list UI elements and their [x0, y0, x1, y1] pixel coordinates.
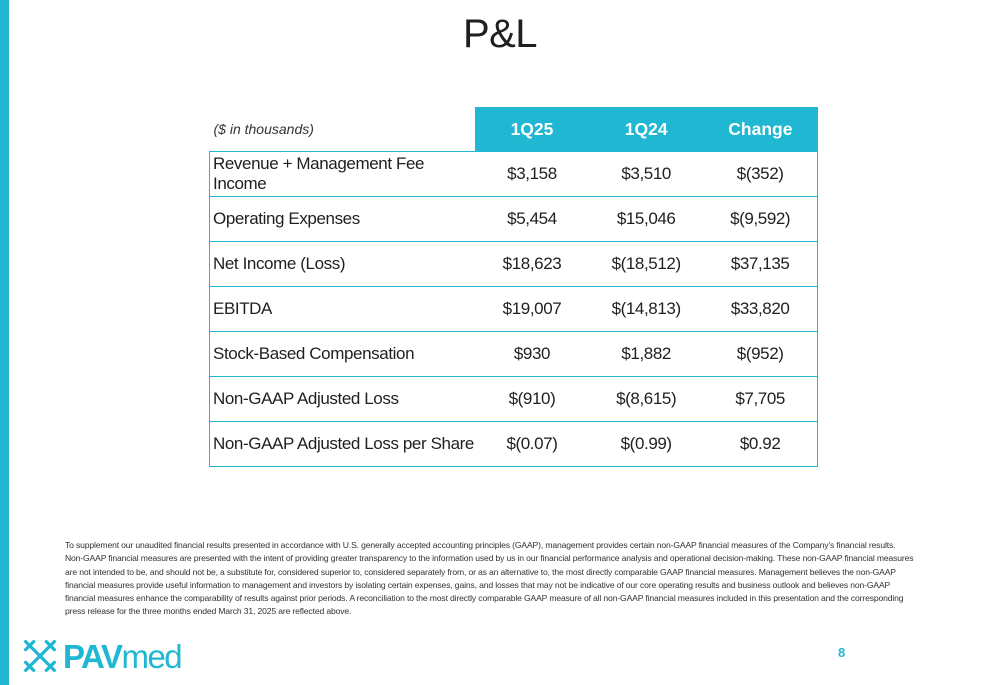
column-header: 1Q24 — [589, 107, 703, 152]
slide-title: P&L — [462, 12, 538, 56]
table-row — [210, 197, 818, 242]
pl-table — [209, 107, 818, 467]
row-label: Non-GAAP Adjusted Loss per Share — [210, 422, 475, 467]
table-row — [210, 332, 818, 377]
pavmed-logo — [22, 636, 181, 676]
page-number: 8 — [838, 645, 846, 660]
row-label: Operating Expenses — [210, 197, 475, 242]
units-label: ($ in thousands) — [210, 107, 475, 152]
row-label: Non-GAAP Adjusted Loss — [210, 377, 475, 422]
cell-value: $18,623 — [475, 242, 589, 287]
cell-value: $3,158 — [475, 152, 589, 197]
cell-value: $(952) — [703, 332, 817, 377]
cell-value: $5,454 — [475, 197, 589, 242]
cell-value: $3,510 — [589, 152, 703, 197]
cell-value: $930 — [475, 332, 589, 377]
logo-text-med: med — [121, 637, 182, 675]
pavmed-x-icon — [22, 638, 58, 674]
row-label: Revenue + Management Fee Income — [210, 152, 475, 197]
row-label: Stock-Based Compensation — [210, 332, 475, 377]
column-header: 1Q25 — [475, 107, 589, 152]
left-accent-bar — [0, 0, 9, 685]
cell-value: $19,007 — [475, 287, 589, 332]
cell-value: $1,882 — [589, 332, 703, 377]
cell-value: $(352) — [703, 152, 817, 197]
logo-wordmark — [63, 637, 182, 675]
cell-value: $0.92 — [703, 422, 817, 467]
table-row — [210, 422, 818, 467]
table-row — [210, 152, 818, 197]
footnote: To supplement our unaudited financial results presented in accordance with U.S. generally accepted accounting principles (GAAP), management provides certain non-GAAP financial measures of the Company’s financial results. Non-GAAP financial measures are presented with the intent of providing greater transparency to the information used by us in our financial performance analysis and operational decision-making. These non-GAAP financial measures are not intended to be, and should not be, a substitute for, considered superior to, considered separately from, or as an alternative to, the most directly comparable GAAP financial measures. Management believes the non-GAAP financial measures provide useful information to management and investors by isolating certain expenses, gains, and losses that may not be indicative of our core operating results and business outlook and believes non-GAAP financial measures enhance the comparability of results against prior periods. A reconciliation to the most directly comparable GAAP measure of all non-GAAP financial measures included in this presentation and the corresponding press release for the three months ended March 31, 2025 are reflected above. — [65, 540, 914, 617]
cell-value: $(8,615) — [589, 377, 703, 422]
cell-value: $(0.99) — [589, 422, 703, 467]
cell-value: $(14,813) — [589, 287, 703, 332]
cell-value: $(9,592) — [703, 197, 817, 242]
cell-value: $37,135 — [703, 242, 817, 287]
table-row — [210, 242, 818, 287]
logo-text-pav: PAV — [63, 637, 122, 675]
table-row — [210, 377, 818, 422]
cell-value: $15,046 — [589, 197, 703, 242]
cell-value: $7,705 — [703, 377, 817, 422]
table-header-row — [210, 107, 818, 152]
row-label: EBITDA — [210, 287, 475, 332]
table-row — [210, 287, 818, 332]
cell-value: $33,820 — [703, 287, 817, 332]
column-header: Change — [703, 107, 817, 152]
cell-value: $(18,512) — [589, 242, 703, 287]
row-label: Net Income (Loss) — [210, 242, 475, 287]
cell-value: $(910) — [475, 377, 589, 422]
cell-value: $(0.07) — [475, 422, 589, 467]
